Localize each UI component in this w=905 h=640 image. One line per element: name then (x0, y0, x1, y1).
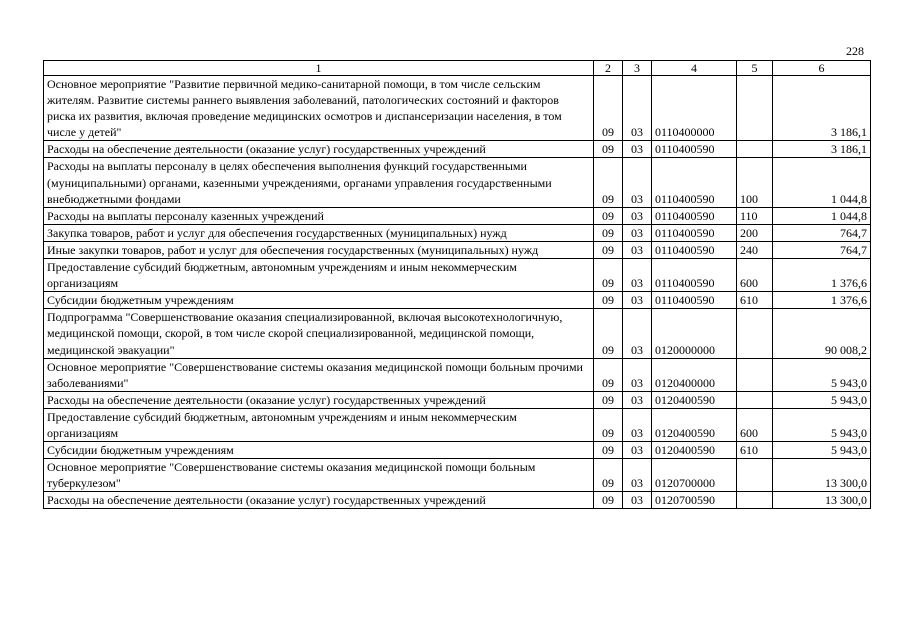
expense-type-cell: 610 (737, 292, 773, 309)
amount-cell: 3 186,1 (773, 141, 871, 158)
target-article-cell: 0110400590 (652, 224, 737, 241)
subsection-code-cell: 03 (623, 309, 652, 358)
target-article-cell: 0110400590 (652, 141, 737, 158)
header-cell: 6 (773, 61, 871, 76)
expense-type-cell (737, 141, 773, 158)
section-code-cell: 09 (594, 224, 623, 241)
item-name-cell: Предоставление субсидий бюджетным, автономным учреждениям и иным некоммерческим организациям (44, 259, 594, 292)
expense-type-cell (737, 309, 773, 358)
section-code-cell: 09 (594, 459, 623, 492)
item-name-cell: Расходы на обеспечение деятельности (оказание услуг) государственных учреждений (44, 391, 594, 408)
subsection-code-cell: 03 (623, 158, 652, 207)
amount-cell: 1 376,6 (773, 292, 871, 309)
section-code-cell: 09 (594, 259, 623, 292)
header-cell: 1 (44, 61, 594, 76)
item-name-cell: Расходы на выплаты персоналу в целях обеспечения выполнения функций государственными (муниципальными) органами, казенными учреждениями, органами управления государственными внебюджетными фондами (44, 158, 594, 207)
item-name-cell: Расходы на выплаты персоналу казенных учреждений (44, 207, 594, 224)
table-row (44, 492, 871, 509)
table-row (44, 158, 871, 207)
item-name-cell: Основное мероприятие "Совершенствование системы оказания медицинской помощи больным туберкулезом" (44, 459, 594, 492)
item-name-cell: Подпрограмма "Совершенствование оказания специализированной, включая высокотехнологичную, медицинской помощи, скорой, в том числе скорой специализированной, медицинской помощи, медицинской эвакуации" (44, 309, 594, 358)
section-code-cell: 09 (594, 141, 623, 158)
table-row (44, 141, 871, 158)
subsection-code-cell: 03 (623, 141, 652, 158)
table-row (44, 76, 871, 141)
table-row (44, 358, 871, 391)
subsection-code-cell: 03 (623, 358, 652, 391)
subsection-code-cell: 03 (623, 408, 652, 441)
table-row (44, 391, 871, 408)
item-name-cell: Субсидии бюджетным учреждениям (44, 292, 594, 309)
amount-cell: 3 186,1 (773, 76, 871, 141)
subsection-code-cell: 03 (623, 459, 652, 492)
section-code-cell: 09 (594, 76, 623, 141)
target-article-cell: 0120400590 (652, 391, 737, 408)
table-row (44, 259, 871, 292)
target-article-cell: 0110400590 (652, 158, 737, 207)
amount-cell: 1 044,8 (773, 158, 871, 207)
subsection-code-cell: 03 (623, 207, 652, 224)
section-code-cell: 09 (594, 358, 623, 391)
table-row (44, 224, 871, 241)
amount-cell: 90 008,2 (773, 309, 871, 358)
section-code-cell: 09 (594, 158, 623, 207)
table-row (44, 408, 871, 441)
subsection-code-cell: 03 (623, 442, 652, 459)
section-code-cell: 09 (594, 492, 623, 509)
target-article-cell: 0120700000 (652, 459, 737, 492)
table-row (44, 207, 871, 224)
expense-type-cell (737, 76, 773, 141)
subsection-code-cell: 03 (623, 259, 652, 292)
header-cell: 2 (594, 61, 623, 76)
item-name-cell: Предоставление субсидий бюджетным, автономным учреждениям и иным некоммерческим организациям (44, 408, 594, 441)
amount-cell: 5 943,0 (773, 391, 871, 408)
table-row (44, 459, 871, 492)
target-article-cell: 0120700590 (652, 492, 737, 509)
target-article-cell: 0110400590 (652, 292, 737, 309)
amount-cell: 5 943,0 (773, 358, 871, 391)
section-code-cell: 09 (594, 207, 623, 224)
item-name-cell: Субсидии бюджетным учреждениям (44, 442, 594, 459)
target-article-cell: 0110400590 (652, 241, 737, 258)
item-name-cell: Закупка товаров, работ и услуг для обеспечения государственных (муниципальных) нужд (44, 224, 594, 241)
target-article-cell: 0120400590 (652, 408, 737, 441)
section-code-cell: 09 (594, 241, 623, 258)
subsection-code-cell: 03 (623, 76, 652, 141)
target-article-cell: 0120000000 (652, 309, 737, 358)
item-name-cell: Расходы на обеспечение деятельности (оказание услуг) государственных учреждений (44, 492, 594, 509)
budget-table (43, 60, 871, 509)
expense-type-cell: 610 (737, 442, 773, 459)
section-code-cell: 09 (594, 309, 623, 358)
item-name-cell: Основное мероприятие "Развитие первичной медико-санитарной помощи, в том числе сельским жителям. Развитие системы раннего выявления заболеваний, патологических состояний и факторов риска их развития, включая проведение медицинских осмотров и диспансеризации населения, в том числе у детей" (44, 76, 594, 141)
section-code-cell: 09 (594, 408, 623, 441)
section-code-cell: 09 (594, 391, 623, 408)
page-number: 228 (846, 44, 864, 58)
expense-type-cell: 240 (737, 241, 773, 258)
amount-cell: 1 376,6 (773, 259, 871, 292)
amount-cell: 5 943,0 (773, 442, 871, 459)
section-code-cell: 09 (594, 442, 623, 459)
table-row (44, 241, 871, 258)
expense-type-cell: 600 (737, 408, 773, 441)
header-cell: 3 (623, 61, 652, 76)
header-cell: 5 (737, 61, 773, 76)
item-name-cell: Основное мероприятие "Совершенствование системы оказания медицинской помощи больным прочими заболеваниями" (44, 358, 594, 391)
target-article-cell: 0120400000 (652, 358, 737, 391)
subsection-code-cell: 03 (623, 241, 652, 258)
amount-cell: 1 044,8 (773, 207, 871, 224)
table-row (44, 292, 871, 309)
expense-type-cell: 100 (737, 158, 773, 207)
table-header-row (44, 61, 871, 76)
target-article-cell: 0110400000 (652, 76, 737, 141)
amount-cell: 764,7 (773, 241, 871, 258)
amount-cell: 764,7 (773, 224, 871, 241)
table-row (44, 442, 871, 459)
expense-type-cell (737, 391, 773, 408)
target-article-cell: 0110400590 (652, 259, 737, 292)
header-cell: 4 (652, 61, 737, 76)
expense-type-cell: 200 (737, 224, 773, 241)
target-article-cell: 0120400590 (652, 442, 737, 459)
item-name-cell: Иные закупки товаров, работ и услуг для обеспечения государственных (муниципальных) нужд (44, 241, 594, 258)
table-row (44, 309, 871, 358)
expense-type-cell: 110 (737, 207, 773, 224)
amount-cell: 13 300,0 (773, 459, 871, 492)
amount-cell: 13 300,0 (773, 492, 871, 509)
subsection-code-cell: 03 (623, 224, 652, 241)
amount-cell: 5 943,0 (773, 408, 871, 441)
expense-type-cell (737, 358, 773, 391)
subsection-code-cell: 03 (623, 492, 652, 509)
subsection-code-cell: 03 (623, 292, 652, 309)
expense-type-cell (737, 492, 773, 509)
item-name-cell: Расходы на обеспечение деятельности (оказание услуг) государственных учреждений (44, 141, 594, 158)
section-code-cell: 09 (594, 292, 623, 309)
expense-type-cell (737, 459, 773, 492)
target-article-cell: 0110400590 (652, 207, 737, 224)
expense-type-cell: 600 (737, 259, 773, 292)
subsection-code-cell: 03 (623, 391, 652, 408)
